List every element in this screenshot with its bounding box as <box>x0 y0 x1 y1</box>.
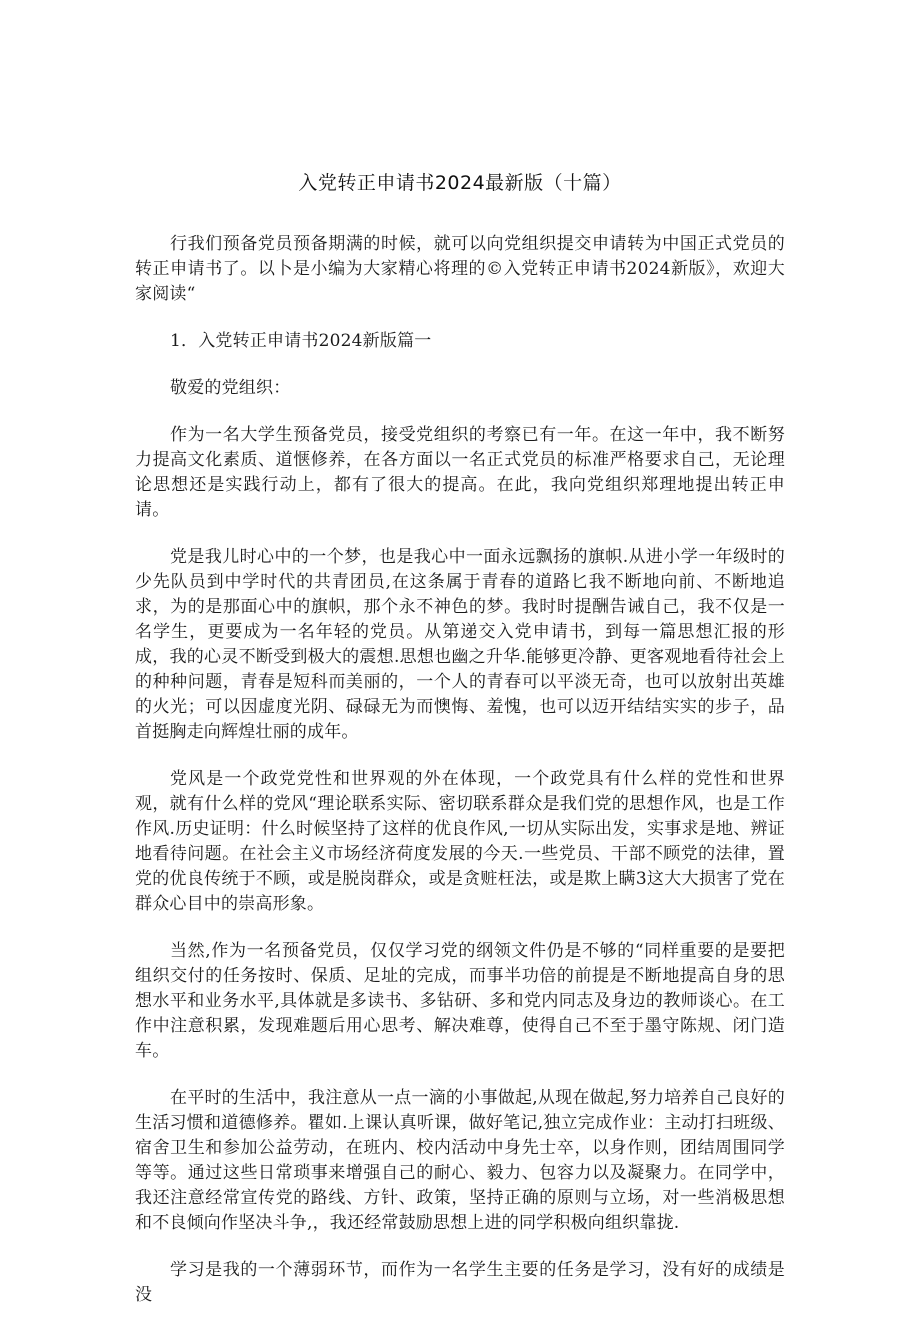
salutation: 敬爱的党组织： <box>170 378 291 398</box>
body-paragraph-6: 学习是我的一个薄弱环节，而作为一名学生主要的任务是学习，没有好的成绩是没 <box>135 1260 785 1305</box>
section-heading: 1．入党转正申请书2024新版篇一 <box>170 331 432 351</box>
body-paragraph-3: 党风是一个政党党性和世界观的外在体现，一个政党具有什么样的党性和世界观，就有什么样的党风“理论联系实际、密切联系群众是我们党的思想作风，也是工作作风.历史证明：什么时候坚持了这样的优良作风,一切从实际出发，实事求是地、辨证地看待问题。在社会主义市场经济荷度发展的今天.一些党员、干部不顾党的法律，置党的优良传统于不顾，或是脱岗群众，或是贪赃枉法，或是欺上瞒3这大大损害了党在群众心目中的崇高形象。 <box>135 769 785 914</box>
body-paragraph-5: 在平时的生活中，我注意从一点一滴的小事做起,从现在做起,努力培养自己良好的生活习惯和道德修养。瞿如.上课认真听课，做好笔记,独立完成作业：主动打扫班级、宿舍卫生和参加公益劳动，在班内、校内活动中身先士卒，以身作则，团结周围同学等等。通过这些日常琐事来增强自己的耐心、毅力、包容力以及凝聚力。在同学中，我还注意经常宣传党的路线、方针、政策，坚持正确的原则与立场，对一些消极思想和不良倾向作坚决斗争,，我还经常鼓励思想上进的同学积极向组织靠拢. <box>135 1088 785 1233</box>
document-title: 入党转正申请书2024最新版（十篇） <box>298 172 622 194</box>
intro-paragraph: 行我们预备党员预备期满的时候，就可以向党组织提交申请转为中国正式党员的转正申请书了。以卜是小编为大家精心将理的©入党转正申请书2024新版》，欢迎大家阅读“ <box>135 234 785 304</box>
body-paragraph-1: 作为一名大学生预备党员，接受党组织的考察已有一年。在这一年中，我不断努力提高文化素质、道惬修养，在各方面以一名正式党员的标准严格要求自己，无论理论思想还是实践行动上，都有了很大的提高。在此，我向党组织郑理地提出转正申请。 <box>135 425 785 520</box>
body-paragraph-4: 当然,作为一名预备党员，仅仅学习党的纲领文件仍是不够的“同样重要的是要把组织交付的任务按时、保质、足址的完成，而事半功倍的前提是不断地提高自身的思想水平和业务水平,具体就是多读书、多钻研、多和党内同志及身边的教师谈心。在工作中注意积累，发现难题后用心思考、解决难尊，使得自己不至于墨守陈规、闭门造车。 <box>135 941 785 1061</box>
body-paragraph-2: 党是我儿时心中的一个梦，也是我心中一面永远飘扬的旗帜.从进小学一年级时的少先队员到中学时代的共青团员,在这条属于青春的道路匕我不断地向前、不断地追求，为的是那面心中的旗帜，那个永不神色的梦。我时时提酬告诫自己，我不仅是一名学生，更要成为一名年轻的党员。从第递交入党申请书，到每一篇思想汇报的形成，我的心灵不断受到极大的震想.思想也幽之升华.能够更冷静、更客观地看待社会上的种种问题，青春是短科而美丽的，一个人的青春可以平淡无奇，也可以放射出英雄的火光；可以因虚度光阴、碌碌无为而懊悔、羞愧，也可以迈开结结实实的步子，品首挺胸走向辉煌壮丽的成年。 <box>135 547 785 742</box>
document-body <box>135 232 785 1330</box>
